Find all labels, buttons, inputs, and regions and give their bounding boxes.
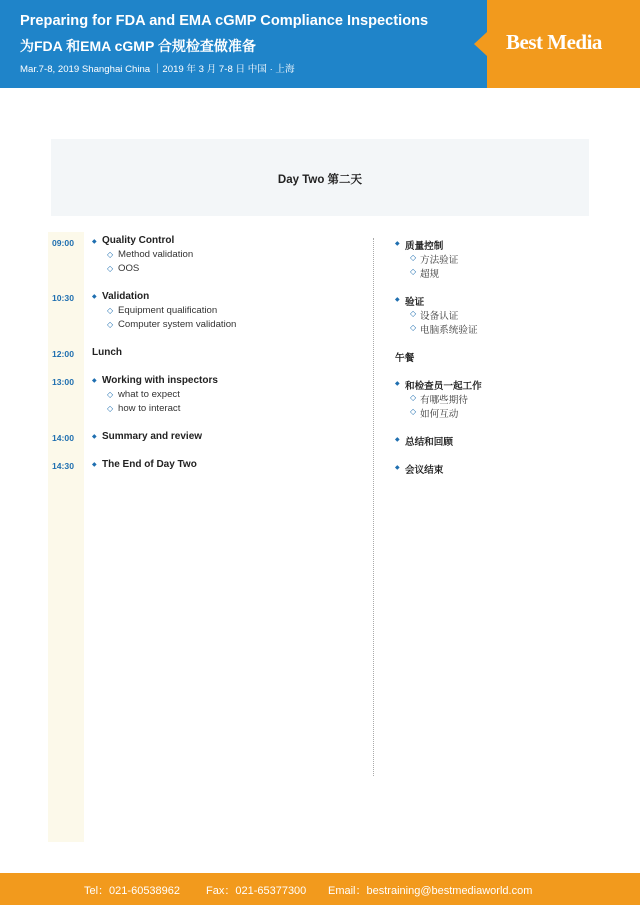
diamond-outline-icon: ◇: [107, 306, 114, 315]
session-title-cn: 会议结束: [405, 465, 444, 476]
best-media-logo: Best Media: [506, 30, 602, 54]
session-title: Working with inspectors: [102, 375, 218, 386]
day-title: Day Two 第二天: [277, 174, 363, 186]
diamond-bullet-icon: ◆: [92, 378, 97, 384]
date-location: Mar.7-8, 2019 Shanghai China ｜2019 年 3 月 7-8 日 中国 · 上海: [20, 64, 295, 75]
diamond-outline-icon: ◇: [410, 309, 417, 318]
session-title-cn: 验证: [405, 297, 425, 308]
session-item-cn: 方法验证: [420, 255, 459, 266]
session-item-cn: 电脑系统验证: [420, 325, 478, 336]
session-title: Quality Control: [102, 235, 175, 246]
session-title-cn: 和检查员一起工作: [405, 381, 482, 392]
diamond-outline-icon: ◇: [410, 267, 417, 276]
diamond-outline-icon: ◇: [107, 404, 114, 413]
session-title-cn: 总结和回顾: [405, 437, 453, 448]
session-item: Equipment qualification: [118, 305, 218, 316]
diamond-bullet-icon: ◆: [395, 465, 400, 471]
session-item-cn: 超规: [420, 269, 440, 280]
footer-bar: [0, 873, 640, 905]
diamond-bullet-icon: ◆: [395, 297, 400, 303]
diamond-outline-icon: ◇: [107, 264, 114, 273]
column-divider: [373, 238, 374, 776]
session-title: Summary and review: [102, 431, 203, 442]
session-title-cn: 质量控制: [405, 241, 444, 252]
session-item-cn: 设备认证: [420, 311, 459, 322]
diamond-bullet-icon: ◆: [92, 294, 97, 300]
time-column: [48, 232, 84, 842]
session-item: OOS: [118, 263, 140, 274]
title-chinese: 为FDA 和EMA cGMP 合规检查做准备: [20, 38, 256, 54]
diamond-outline-icon: ◇: [107, 390, 114, 399]
session-item: Computer system validation: [118, 319, 237, 330]
time-label: 14:00: [52, 433, 74, 443]
session-item: what to expect: [118, 389, 180, 400]
diamond-outline-icon: ◇: [410, 393, 417, 402]
diamond-bullet-icon: ◆: [92, 462, 97, 468]
footer-fax: Fax：021-65377300: [206, 885, 307, 897]
session-title: The End of Day Two: [102, 459, 197, 470]
day-band: [51, 139, 589, 216]
session-item: Method validation: [118, 249, 194, 260]
footer-tel: Tel：021-60538962: [84, 885, 181, 897]
diamond-outline-icon: ◇: [410, 253, 417, 262]
session-title: Lunch: [92, 347, 122, 358]
diamond-outline-icon: ◇: [107, 320, 114, 329]
time-label: 14:30: [52, 461, 74, 471]
diamond-bullet-icon: ◆: [395, 241, 400, 247]
time-label: 09:00: [52, 238, 74, 248]
diamond-outline-icon: ◇: [410, 323, 417, 332]
diamond-bullet-icon: ◆: [92, 239, 97, 245]
diamond-outline-icon: ◇: [107, 250, 114, 259]
footer-email[interactable]: Email：bestraining@bestmediaworld.com: [328, 885, 533, 897]
diamond-bullet-icon: ◆: [395, 437, 400, 443]
session-title: Validation: [102, 291, 150, 302]
time-label: 12:00: [52, 349, 74, 359]
title-english: Preparing for FDA and EMA cGMP Compliance Inspections: [20, 13, 429, 29]
time-label: 10:30: [52, 293, 74, 303]
diamond-outline-icon: ◇: [410, 407, 417, 416]
diamond-bullet-icon: ◆: [395, 381, 400, 387]
logo-notch: [474, 32, 487, 56]
diamond-bullet-icon: ◆: [92, 434, 97, 440]
session-item: how to interact: [118, 403, 181, 414]
session-item-cn: 有哪些期待: [420, 395, 468, 406]
session-item-cn: 如何互动: [420, 409, 459, 420]
time-label: 13:00: [52, 377, 74, 387]
session-title-cn: 午餐: [395, 353, 415, 364]
